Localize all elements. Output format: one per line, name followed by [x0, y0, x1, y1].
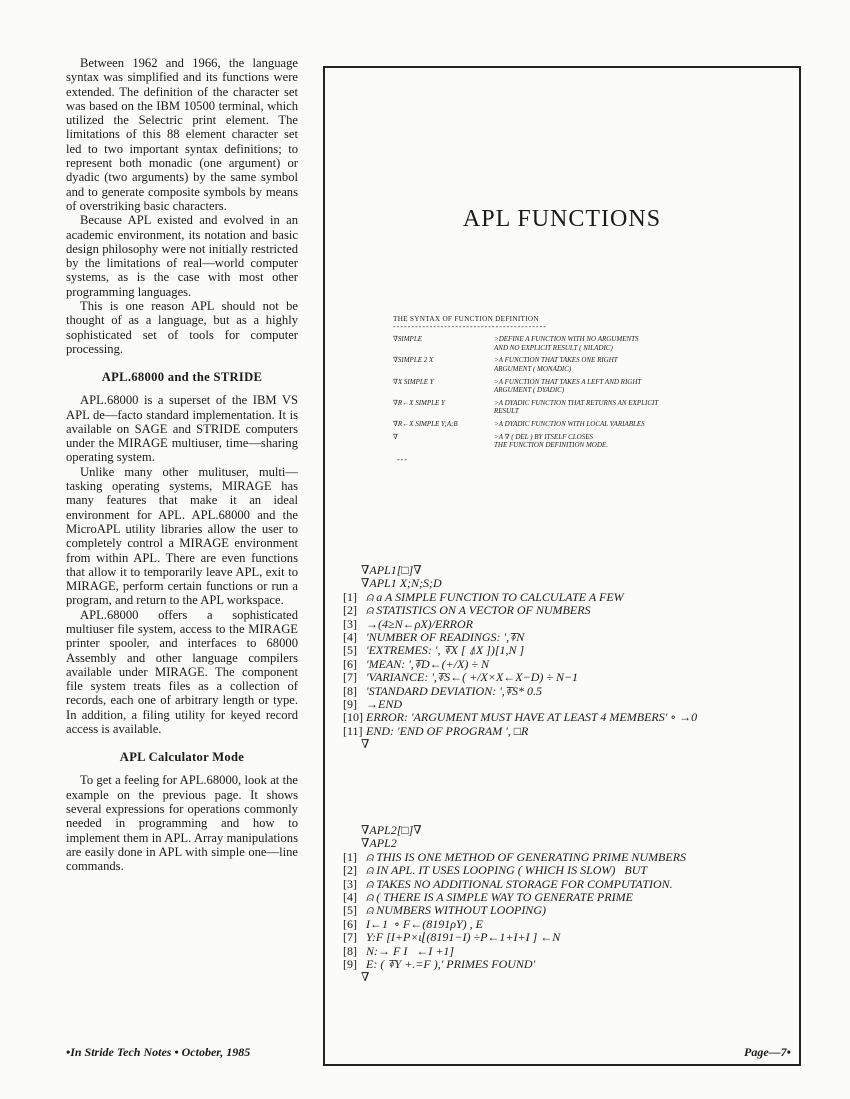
panel-title: APL FUNCTIONS	[462, 206, 662, 232]
syntax-definition: ∇SIMPLE	[393, 335, 422, 344]
code-text: ⍝ ( THERE IS A SIMPLE WAY TO GENERATE PRIME	[366, 890, 633, 905]
code-line	[343, 671, 798, 684]
code-text: →(4≥N←ρX)/ERROR	[366, 616, 473, 631]
code-text: ⍝ STATISTICS ON A VECTOR OF NUMBERS	[366, 603, 591, 618]
code-line	[343, 658, 798, 671]
line-number: [4]	[343, 630, 357, 645]
paragraph: Because APL existed and evolved in an academic environment, its notation and basic design philosophy were not initially restricted by the limitations of real—world computer systems, as is the case with most other programming languages.	[66, 213, 298, 299]
code-line	[343, 618, 798, 631]
code-line	[343, 918, 798, 931]
line-number: [3]	[343, 876, 357, 891]
stride-paragraphs	[66, 393, 298, 736]
syntax-title: THE SYNTAX OF FUNCTION DEFINITION	[393, 315, 539, 323]
code-line	[343, 711, 798, 724]
line-number: [4]	[343, 890, 357, 905]
code-text: ⍝ NUMBERS WITHOUT LOOPING)	[366, 903, 546, 918]
paragraph: Unlike many other mulituser, multi—tasking operating systems, MIRAGE has many features that make it an ideal environment for APL. APL.68000 and the MicroAPL utility libraries allow the user to completely control a MIRAGE environment from within APL. There are even functions that allow it to temporarily leave APL, exit to MIRAGE, perform certain functions or run a program, and return to the APL workspace.	[66, 464, 298, 608]
syntax-dash: ---	[397, 454, 408, 464]
line-number: [8]	[343, 683, 357, 698]
syntax-row	[393, 399, 783, 416]
line-number: [5]	[343, 643, 357, 658]
syntax-row	[393, 433, 783, 450]
code-line	[343, 604, 798, 617]
syntax-description: >A FUNCTION THAT TAKES ONE RIGHT ARGUMENT ( MONADIC)	[494, 356, 618, 373]
calculator-paragraphs	[66, 773, 298, 873]
program-signature: ∇APL1 X;N;S;D	[361, 576, 442, 591]
program-signature: ∇APL2	[361, 836, 397, 851]
line-number: [10]	[343, 710, 363, 725]
code-line	[343, 698, 798, 711]
line-number: [6]	[343, 916, 357, 931]
line-number: [2]	[343, 603, 357, 618]
code-line	[343, 878, 798, 891]
line-number: [1]	[343, 589, 357, 604]
code-line	[343, 931, 798, 944]
line-number: [6]	[343, 656, 357, 671]
code-text: →END	[366, 697, 402, 712]
left-column	[66, 56, 298, 873]
syntax-definition: ∇R←X SIMPLE Y;A;B	[393, 419, 458, 428]
program-header: ∇APL2[□]∇	[361, 823, 422, 837]
syntax-definition: ∇R←X SIMPLE Y	[393, 398, 445, 407]
code-text: ⍝ IN APL. IT USES LOOPING ( WHICH IS SLOW) BUT	[366, 863, 648, 878]
program-apl1	[343, 564, 798, 752]
section-heading-stride: APL.68000 and the STRIDE	[101, 370, 263, 385]
syntax-rows	[393, 335, 783, 450]
code-text: N:→ F I ←I +1]	[366, 943, 455, 958]
line-number: [9]	[343, 697, 357, 712]
line-number: [7]	[343, 930, 357, 945]
code-text: 'MEAN: ',⍕D←(+/X) ÷ N	[366, 656, 489, 671]
syntax-rule: ------------------------------------------	[393, 321, 547, 331]
syntax-row	[393, 356, 783, 373]
code-line	[343, 725, 798, 738]
code-text: E: ( ⍕Y +.=F ),' PRIMES FOUND'	[366, 957, 536, 972]
code-text: 'EXTREMES: ', ⍕X [ ⍋X ])[1,N ]	[366, 643, 525, 658]
code-line	[343, 904, 798, 917]
line-number: [7]	[343, 670, 357, 685]
paragraph: This is one reason APL should not be thought of as a language, but as a highly sophisticated set of tools for computer processing.	[66, 299, 298, 356]
program-end: ∇	[361, 970, 370, 985]
code-text: 'NUMBER OF READINGS: ',⍕N	[366, 630, 525, 645]
syntax-description: >A FUNCTION THAT TAKES A LEFT AND RIGHT ARGUMENT ( DYADIC)	[494, 377, 642, 395]
apl-functions-panel	[323, 66, 801, 1066]
paragraph: Between 1962 and 1966, the language syntax was simplified and its functions were extended. The definition of the character set was based on the IBM 10500 terminal, which utilized the Selectric print element. The limitations of this 88 element character set led to two important syntax definitions; to represent both monadic (one argument) or dyadic (two arguments) by the same symbol and to generate composite symbols by means of overstriking basic characters.	[66, 56, 298, 213]
syntax-table	[393, 315, 783, 464]
code-line	[343, 644, 798, 657]
syntax-description: >DEFINE A FUNCTION WITH NO ARGUMENTS AND NO EXPLICIT RESULT ( NILADIC)	[494, 335, 639, 352]
code-text: ⍝ a A SIMPLE FUNCTION TO CALCULATE A FEW	[366, 589, 624, 604]
code-text: ⍝ THIS IS ONE METHOD OF GENERATING PRIME NUMBERS	[366, 849, 687, 864]
code-line	[343, 685, 798, 698]
program-lines	[343, 591, 798, 738]
program-lines	[343, 851, 798, 972]
code-line	[343, 864, 798, 877]
code-line	[343, 591, 798, 604]
paragraph: APL.68000 offers a sophisticated multiuser file system, access to the MIRAGE printer spooler, and interfaces to 68000 Assembly and other language compilers available under MIRAGE. The component file system treats files as a collection of records, each one of arbitrary length or type. In addition, a filing utility for keyed record access is available.	[66, 607, 298, 737]
code-text: Y:F [I+P×ι⌊(8191−I) ÷P←1+I+I ] ←N	[366, 930, 561, 945]
line-number: [3]	[343, 616, 357, 631]
syntax-row	[393, 378, 783, 395]
paragraph: APL.68000 is a superset of the IBM VS APL de—facto standard implementation. It is available on SAGE and STRIDE computers under the MIRAGE multiuser, time—sharing operating system.	[66, 393, 298, 465]
syntax-definition: ∇SIMPLE 2 X	[393, 356, 434, 365]
line-number: [1]	[343, 849, 357, 864]
code-text: ERROR: 'ARGUMENT MUST HAVE AT LEAST 4 MEMBERS' ∘ →0	[366, 710, 698, 725]
syntax-definition: ∇X SIMPLE Y	[393, 377, 434, 386]
syntax-row	[393, 335, 783, 352]
code-text: 'STANDARD DEVIATION: ',⍕S* 0.5	[366, 683, 542, 698]
program-apl2	[343, 824, 798, 985]
code-line	[343, 958, 798, 971]
intro-paragraphs	[66, 56, 298, 356]
syntax-description: >A ∇ ( DEL ) BY ITSELF CLOSES THE FUNCTION DEFINITION MODE.	[494, 432, 608, 450]
code-line	[343, 891, 798, 904]
program-header: ∇APL1[□]∇	[361, 563, 422, 577]
code-text: I←1 ∘ F←(8191ρY) , E	[366, 916, 483, 931]
line-number: [11]	[343, 723, 363, 738]
code-line	[343, 945, 798, 958]
code-text: 'VARIANCE: ',⍕S←( +/X×X←X−D) ÷ N−1	[366, 670, 579, 685]
footer-publication: •In Stride Tech Notes • October, 1985	[66, 1045, 251, 1059]
code-text: END: 'END OF PROGRAM ', □R	[366, 723, 529, 738]
syntax-description: >A DYADIC FUNCTION WITH LOCAL VARIABLES	[494, 419, 645, 428]
code-line	[343, 851, 798, 864]
syntax-row	[393, 420, 783, 429]
program-end: ∇	[361, 737, 370, 752]
section-heading-calculator: APL Calculator Mode	[119, 750, 245, 765]
code-text: ⍝ TAKES NO ADDITIONAL STORAGE FOR COMPUTATION.	[366, 876, 673, 891]
footer-page-number: Page—7•	[744, 1045, 791, 1059]
line-number: [8]	[343, 943, 357, 958]
paragraph: To get a feeling for APL.68000, look at the example on the previous page. It shows several expressions for operations commonly needed in programming and how to implement them in APL. Array manipulations are easily done in APL with simple one—line commands.	[66, 773, 298, 874]
line-number: [5]	[343, 903, 357, 918]
syntax-description: >A DYADIC FUNCTION THAT RETURNS AN EXPLICIT RESULT	[494, 398, 659, 416]
line-number: [2]	[343, 863, 357, 878]
code-line	[343, 631, 798, 644]
syntax-definition: ∇	[393, 432, 398, 441]
line-number: [9]	[343, 957, 357, 972]
